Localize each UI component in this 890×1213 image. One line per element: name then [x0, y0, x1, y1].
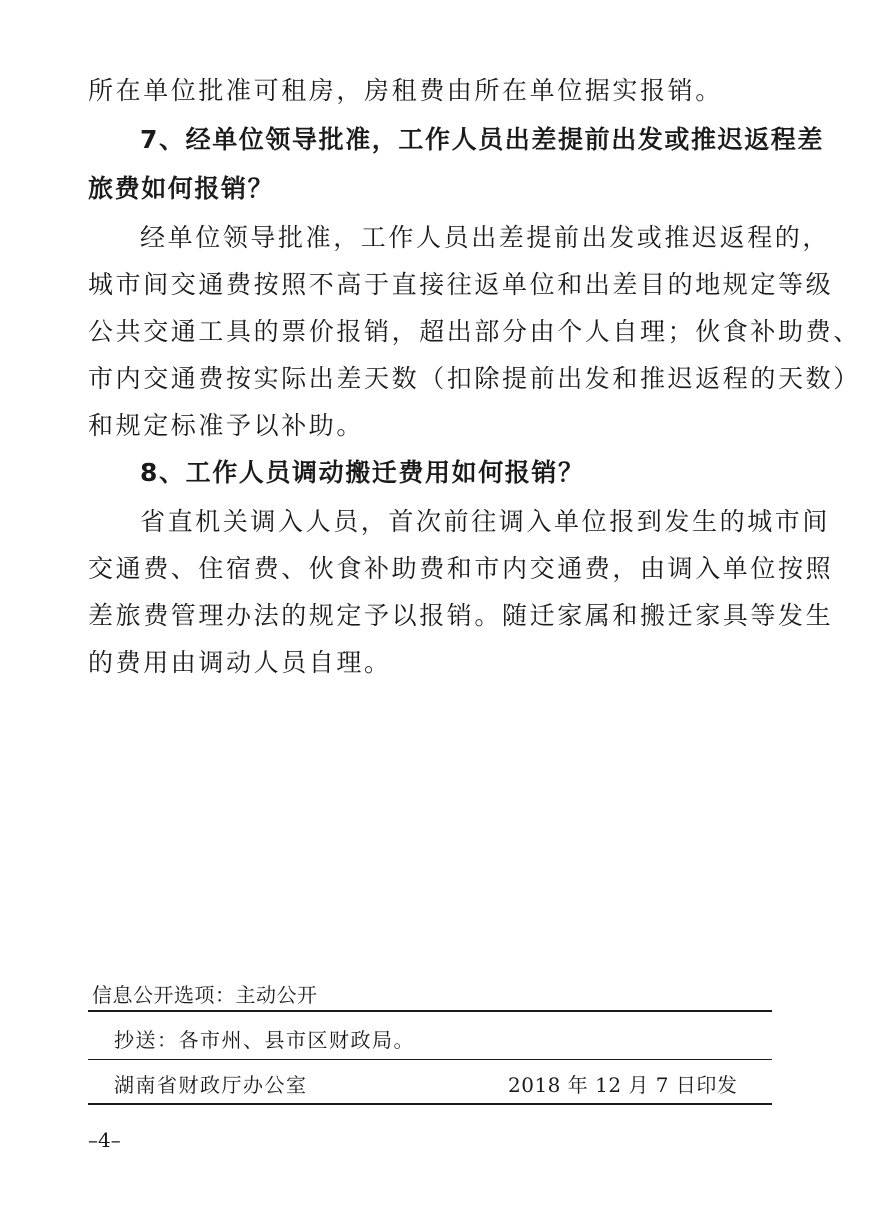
paragraph-line: 公共交通工具的票价报销，超出部分由个人自理；伙食补助费、 — [88, 317, 861, 346]
paragraph-line: 和规定标准予以补助。 — [88, 411, 365, 440]
paragraph-line: 省直机关调入人员，首次前往调入单位报到发生的城市间 — [140, 507, 831, 536]
footer-rule — [88, 1103, 772, 1105]
issue-date: 2018 年 12 月 7 日印发 — [508, 1073, 738, 1097]
footer-rule — [88, 1059, 772, 1060]
issuer: 湖南省财政厅办公室 — [114, 1073, 308, 1097]
cc-line: 抄送：各市州、县市区财政局。 — [114, 1028, 415, 1052]
paragraph-line: 差旅费管理办法的规定予以报销。随迁家属和搬迁家具等发生 — [88, 601, 834, 630]
paragraph-line: 市内交通费按实际出差天数（扣除提前出发和推迟返程的天数） — [88, 364, 861, 393]
paragraph-line: 所在单位批准可租房，房租费由所在单位据实报销。 — [88, 76, 723, 105]
section-heading: 旅费如何报销？ — [88, 174, 275, 203]
disclosure-option: 信息公开选项：主动公开 — [92, 983, 318, 1007]
section-heading: 8、工作人员调动搬迁费用如何报销？ — [140, 458, 585, 487]
paragraph-line: 交通费、住宿费、伙食补助费和市内交通费，由调入单位按照 — [88, 554, 834, 583]
section-heading: 7、经单位领导批准，工作人员出差提前出发或推迟返程差 — [140, 125, 824, 154]
footer-rule — [88, 1010, 772, 1012]
paragraph-line: 经单位领导批准，工作人员出差提前出发或推迟返程的， — [140, 223, 831, 252]
paragraph-line: 城市间交通费按照不高于直接往返单位和出差目的地规定等级 — [88, 270, 834, 299]
page-number: –4– — [88, 1128, 121, 1152]
paragraph-line: 的费用由调动人员自理。 — [88, 648, 392, 677]
